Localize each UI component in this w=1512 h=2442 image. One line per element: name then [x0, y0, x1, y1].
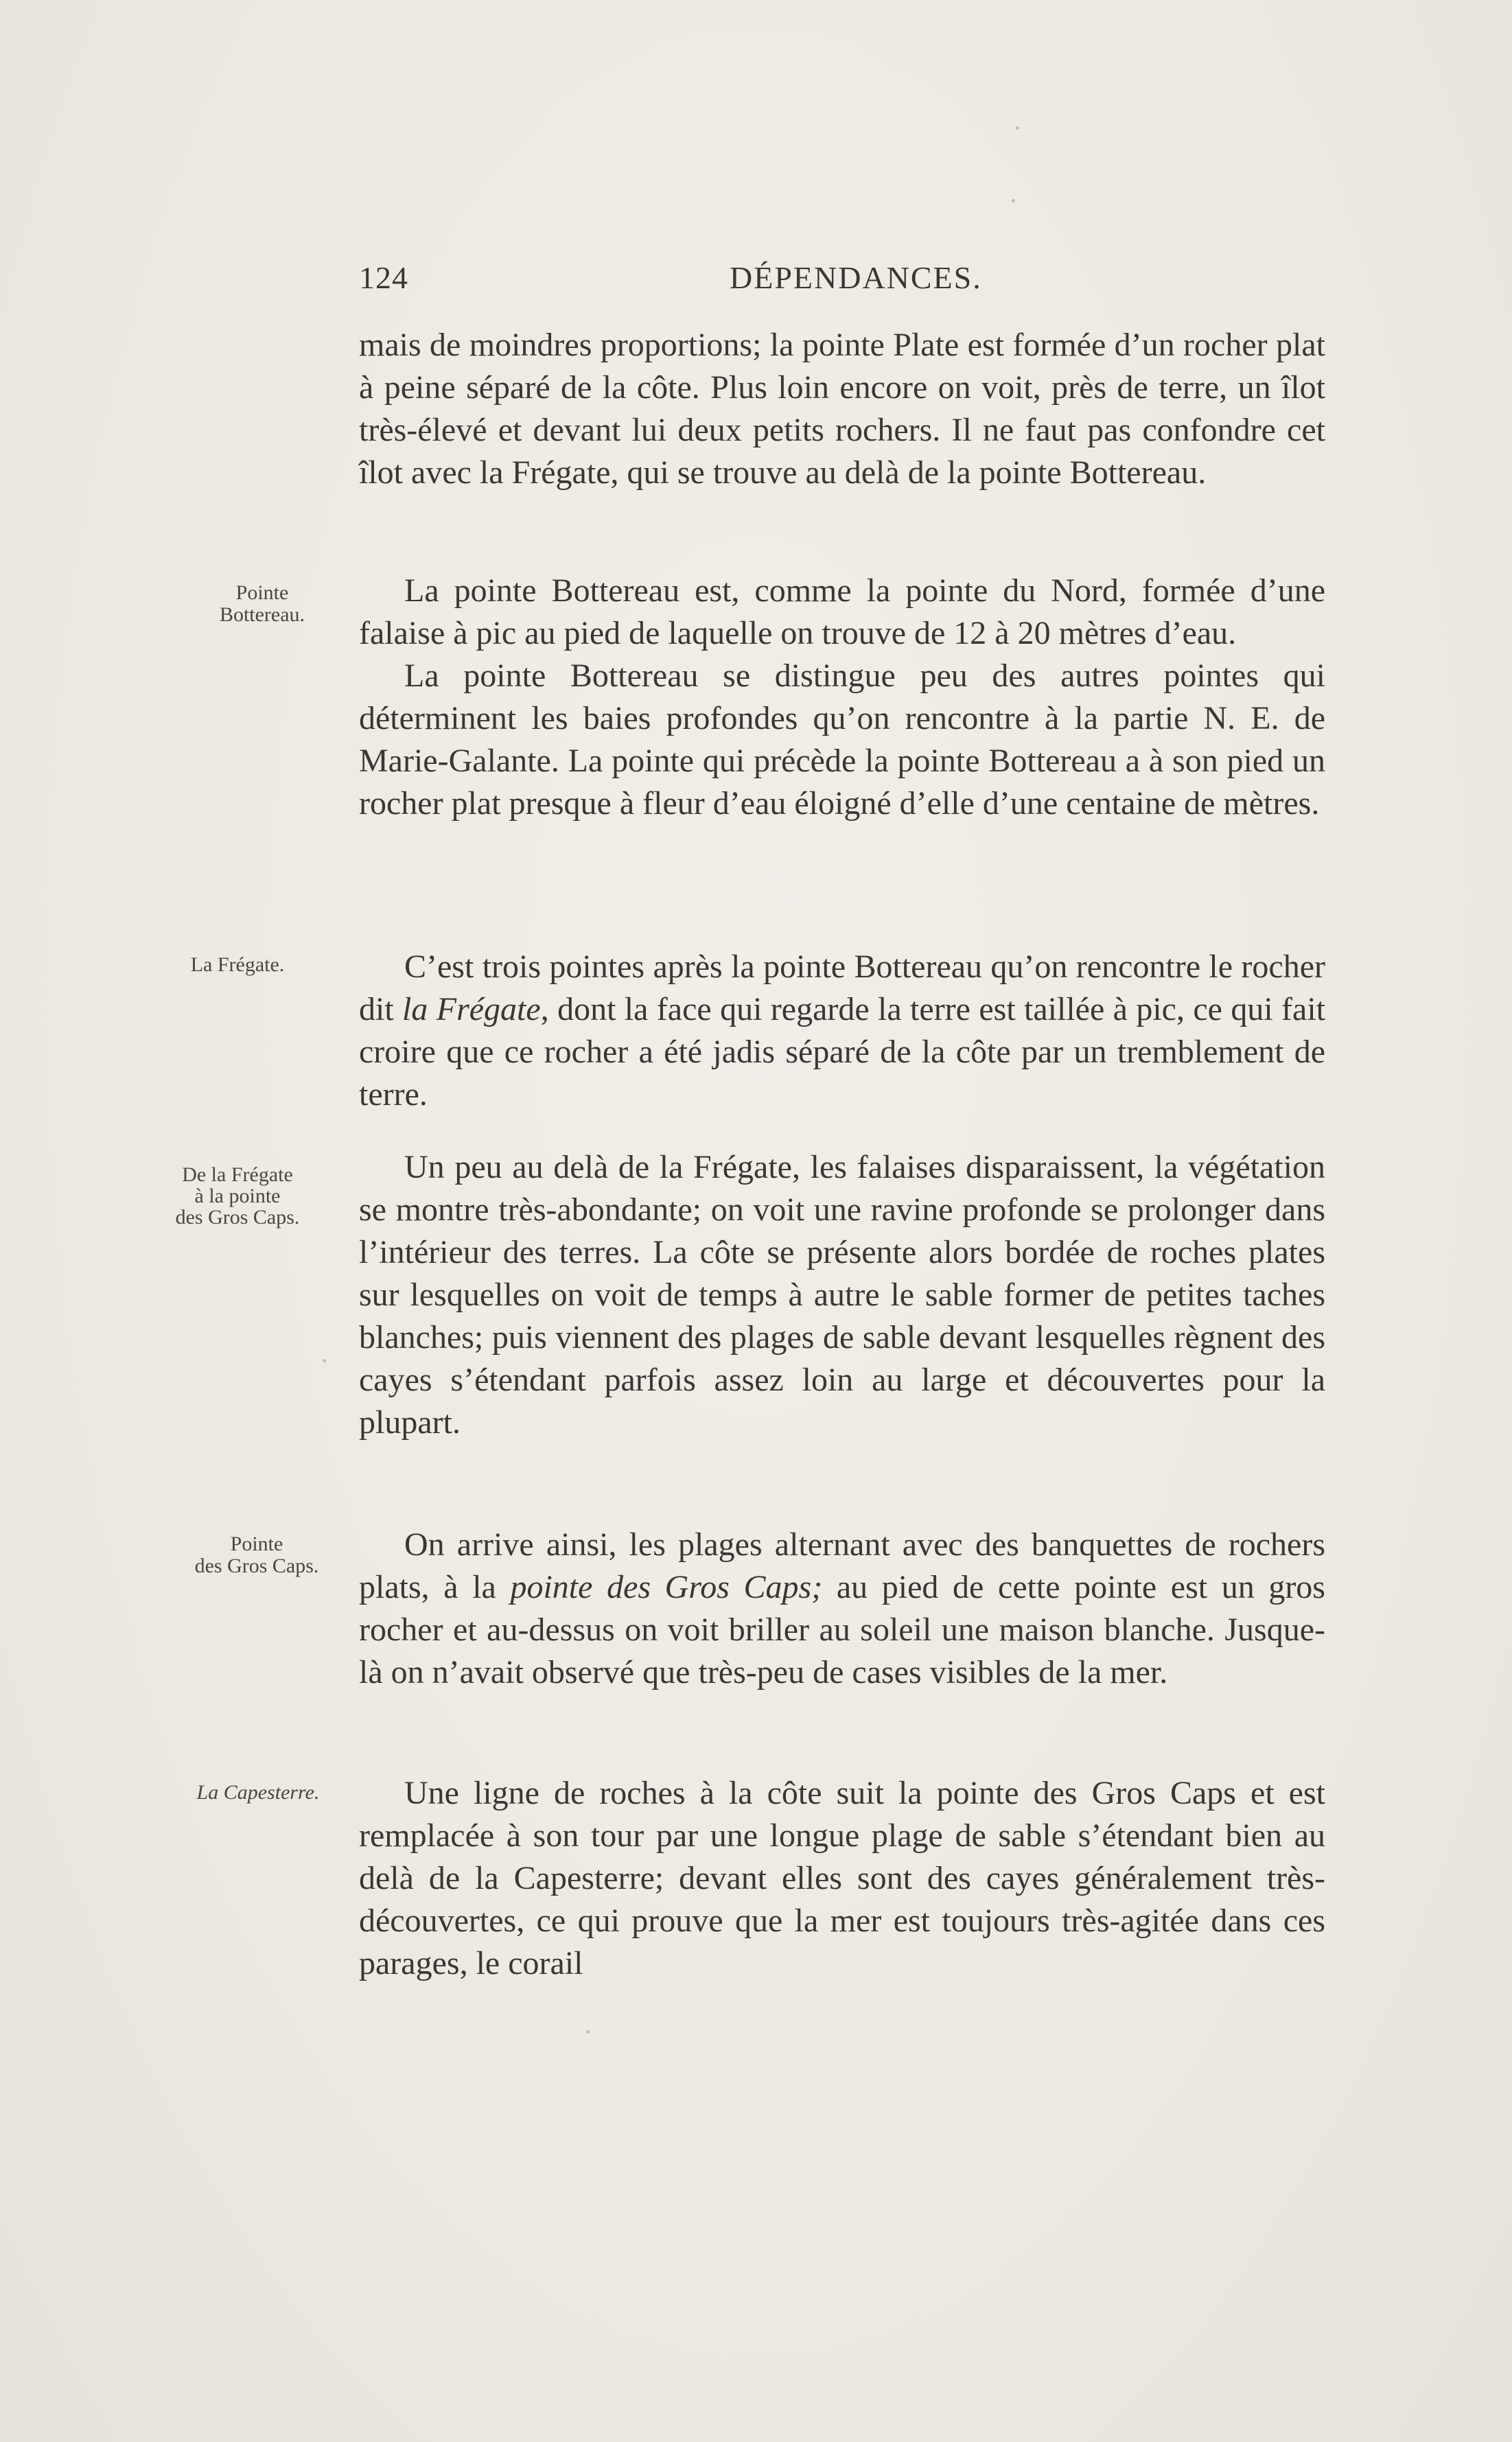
margin-note-line: Pointe	[230, 1533, 283, 1555]
paragraph-text	[359, 946, 1325, 1116]
margin-note-pointe-gros-caps	[174, 1533, 339, 1577]
margin-note-de-la-fregate	[155, 1164, 320, 1228]
page-number: 124	[359, 260, 408, 295]
text-run-italic: pointe des Gros Caps;	[510, 1569, 823, 1605]
margin-note-line: La Capesterre.	[196, 1781, 320, 1804]
paragraph-capesterre	[359, 1772, 1325, 1985]
paragraph-la-fregate	[359, 946, 1325, 1116]
paragraph-gros-caps	[359, 1524, 1325, 1694]
paragraph-text: Un peu au delà de la Frégate, les falaises disparaissent, la végétation se montre très-abondante; on voit une ravine profonde se prolonger dans l’intérieur des terres. La côte se présente alors bordée de roches plates sur lesquelles on voit de temps à autre le sable former de petites taches blanches; puis viennent des plages de sable devant lesquelles règnent des cayes s’étendant parfois assez loin au large et découvertes pour la plupart.	[359, 1149, 1325, 1441]
text-run: On arrive ainsi, les plages alternant avec des banquettes de rochers plats, à la	[359, 1526, 1325, 1605]
paragraph-text	[359, 1524, 1325, 1694]
margin-note-line: De la Frégate	[182, 1163, 293, 1186]
paragraph-text: mais de moindres proportions; la pointe Plate est formée d’un rocher plat à peine séparé de la côte. Plus loin encore on voit, près de terre, un îlot très-élevé et devant lui deux petits rochers. Il ne faut pas confondre cet îlot avec la Frégate, qui se trouve au delà de la pointe Bottereau.	[359, 327, 1325, 491]
margin-note-line: des Gros Caps.	[194, 1555, 319, 1577]
paper-speck	[323, 1359, 326, 1362]
paper-speck	[1016, 126, 1019, 130]
paper-speck	[1012, 199, 1015, 202]
running-head: DÉPENDANCES.	[730, 260, 982, 295]
margin-note-line: La Frégate.	[190, 953, 285, 976]
margin-note-pointe-bottereau	[180, 582, 345, 626]
margin-note-line: à la pointe	[194, 1185, 281, 1207]
paragraph-text: La pointe Bottereau est, comme la pointe du Nord, formée d’une falaise à pic au pied de laquelle on trouve de 12 à 20 mètres d’eau.	[359, 572, 1325, 651]
paragraph-de-la-fregate	[359, 1146, 1325, 1444]
text-run: au pied de cette pointe est un gros rocher et au-dessus on voit briller au soleil une maison blanche. Jusque-là on n’avait observé que très-peu de cases visibles de la mer.	[359, 1569, 1325, 1690]
page-header	[359, 259, 1325, 307]
text-run: , dont la face qui regarde la terre est taillée à pic, ce qui fait croire que ce rocher a été jadis séparé de la côte par un tremblement de terre.	[359, 991, 1326, 1113]
paragraph-pointe-bottereau	[359, 570, 1325, 825]
paragraph-text: Une ligne de roches à la côte suit la pointe des Gros Caps et est remplacée à son tour par une longue plage de sable s’étendant bien au delà de la Capesterre; devant elles sont des cayes généralement très-découvertes, ce qui prouve que la mer est toujours très-agitée dans ces parages, le corail	[359, 1775, 1325, 1981]
margin-note-la-fregate	[155, 954, 320, 976]
paper-speck	[586, 2030, 590, 2034]
margin-note-line: Pointe	[235, 581, 289, 604]
margin-note-la-capesterre	[176, 1782, 340, 1804]
margin-note-line: des Gros Caps.	[175, 1206, 300, 1229]
text-run: C’est trois pointes après la pointe Bottereau qu’on rencontre le rocher dit	[359, 949, 1325, 1027]
text-run-italic: la Frégate	[402, 991, 541, 1027]
paragraph-continued	[359, 324, 1325, 494]
margin-note-line: Bottereau.	[219, 603, 305, 626]
paragraph-text: La pointe Bottereau se distingue peu des autres pointes qui déterminent les baies profondes qu’on rencontre à la partie N. E. de Marie-Galante. La pointe qui précède la pointe Bottereau a à son pied un rocher plat presque à fleur d’eau éloigné d’elle d’une centaine de mètres.	[359, 658, 1325, 822]
